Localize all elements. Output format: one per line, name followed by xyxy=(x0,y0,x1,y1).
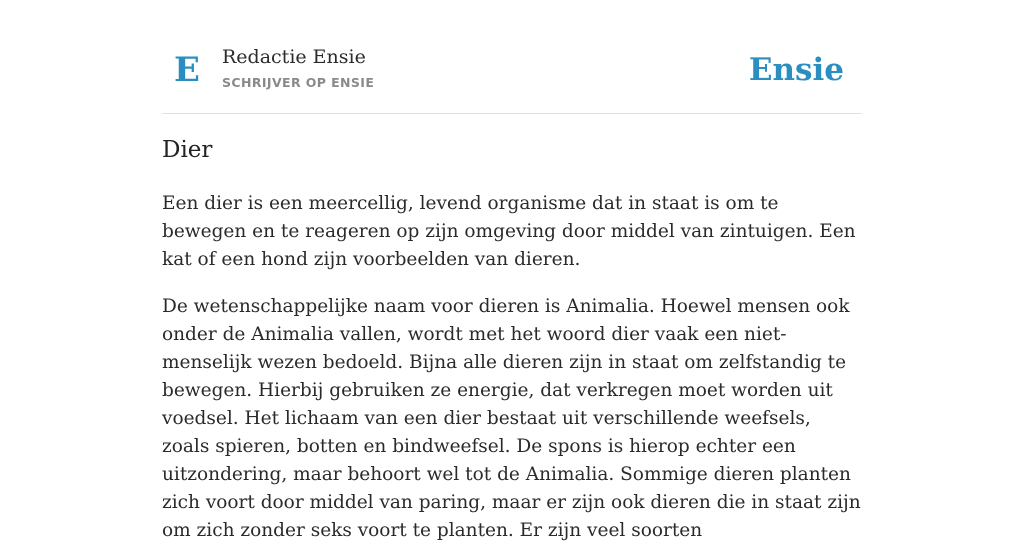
article-paragraph: De wetenschappelijke naam voor dieren is Animalia. Hoewel mensen ook onder de Animalia vallen, wordt met het woord dier vaak een niet-menselijk wezen bedoeld. Bijna alle dieren zijn in staat om zelfstandig te bewegen. Hierbij gebruiken ze energie, dat verkregen moet worden uit voedsel. Het lichaam van een dier bestaat uit verschillende weefsels, zoals spieren, botten en bindweefsel. De spons is hierop echter een uitzondering, maar behoort wel tot de Animalia. Sommige dieren planten zich voort door middel van paring, maar er zijn ook dieren die in staat zijn om zich zonder seks voort te planten. Er zijn veel soorten xyxy=(162,296,861,541)
author-role: SCHRIJVER OP ENSIE xyxy=(222,75,375,90)
brand-logo[interactable]: Ensie xyxy=(748,52,844,88)
author-name[interactable]: Redactie Ensie xyxy=(222,46,366,68)
article-title: Dier xyxy=(162,137,213,163)
article-paragraph: Een dier is een meercellig, levend organisme dat in staat is om te bewegen en te reageren op zijn omgeving door middel van zintuigen. Een kat of een hond zijn voorbeelden van dieren. xyxy=(162,193,856,270)
author-header xyxy=(162,0,862,114)
article-page xyxy=(162,0,862,541)
author-avatar[interactable]: E xyxy=(174,50,200,90)
